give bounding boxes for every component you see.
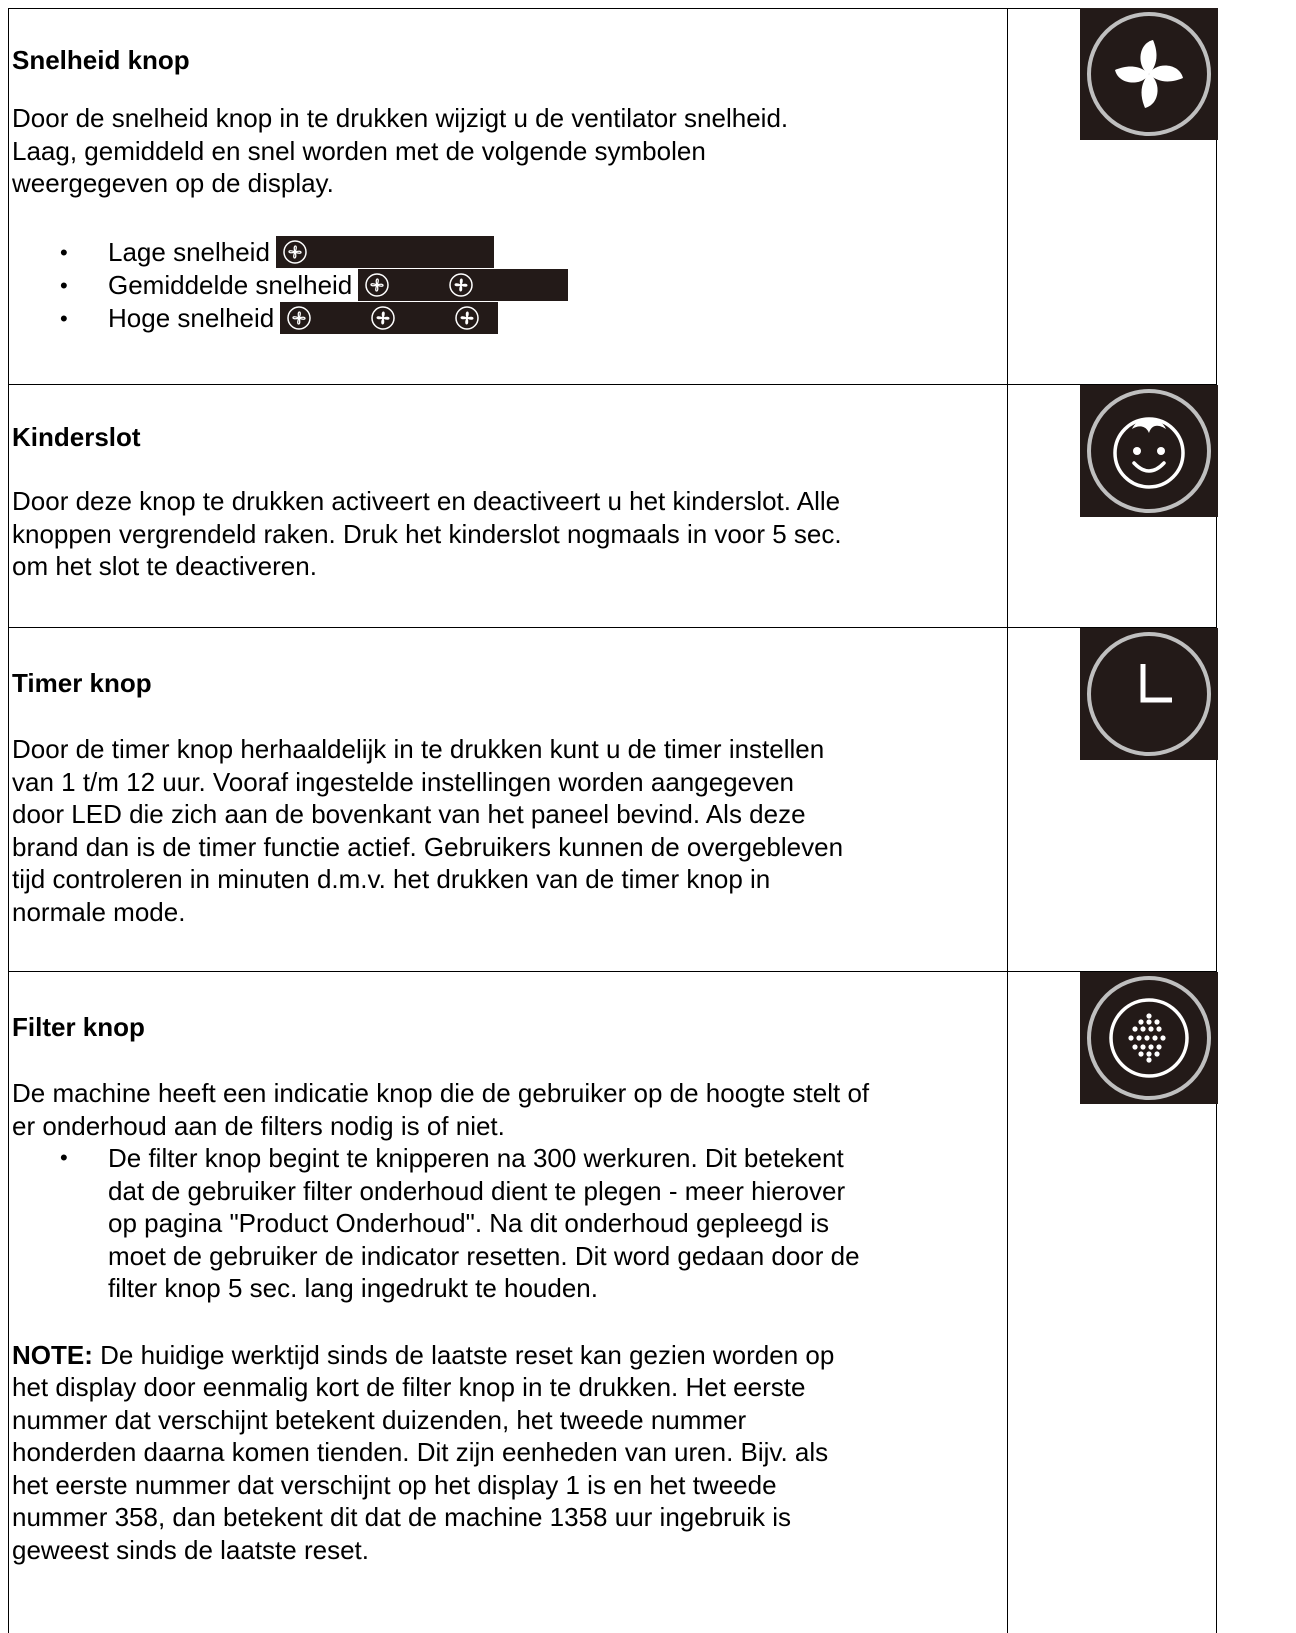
text-line: nummer dat verschijnt betekent duizenden, het tweede nummer (12, 1404, 747, 1435)
filter-bullet (12, 1142, 997, 1305)
text-line: op pagina "Product Onderhoud". Na dit onderhoud gepleegd is (108, 1208, 829, 1238)
section-filter (12, 1011, 997, 1566)
text-line: dat de gebruiker filter onderhoud dient te plegen - meer hierover (108, 1175, 846, 1206)
text-line: De filter knop begint te knipperen na 300 werkuren. Dit betekent (108, 1143, 844, 1173)
list-item (12, 269, 997, 302)
text-line: moet de gebruiker de indicator resetten. Dit word gedaan door de (108, 1240, 860, 1271)
section-title: Timer knop (12, 668, 152, 698)
text-line: Laag, gemiddeld en snel worden met de volgende symbolen (12, 135, 706, 166)
fan-icon (454, 305, 480, 331)
fan-icon (364, 272, 390, 298)
speed-indicator-low (276, 236, 494, 268)
speed-label: • Gemiddelde snelheid (108, 269, 353, 300)
fan-icon (448, 272, 474, 298)
child-face-icon (1080, 385, 1218, 517)
text-line: Door deze knop te drukken activeert en deactiveert u het kinderslot. Alle (12, 486, 841, 516)
bullet-icon: • (60, 1145, 68, 1170)
text-line: De machine heeft een indicatie knop die de gebruiker op de hoogte stelt of (12, 1078, 870, 1108)
text-line: Door de snelheid knop in te drukken wijzigt u de ventilator snelheid. (12, 103, 789, 133)
section-timer (12, 667, 997, 928)
text-line: het eerste nummer dat verschijnt op het display 1 is en het tweede (12, 1469, 777, 1500)
speed-label: • Lage snelheid (108, 236, 270, 267)
fan-icon (1080, 8, 1218, 140)
text-line: filter knop 5 sec. lang ingedrukt te houden. (108, 1273, 598, 1303)
section-title: Filter knop (12, 1012, 145, 1042)
speed-indicator-medium (358, 269, 568, 301)
list-item (12, 302, 997, 335)
speed-indicator-high (280, 302, 498, 334)
row-divider (8, 384, 1217, 385)
filter-dots-icon (1080, 972, 1218, 1104)
text-line: knoppen vergrendeld raken. Druk het kinderslot nogmaals in voor 5 sec. (12, 518, 842, 549)
row-divider (8, 627, 1217, 628)
text-line: weergegeven op de display. (12, 168, 334, 198)
text-line: Door de timer knop herhaaldelijk in te drukken kunt u de timer instellen (12, 734, 825, 764)
text-line: om het slot te deactiveren. (12, 551, 317, 581)
clock-icon (1080, 628, 1218, 760)
text-line: geweest sinds de laatste reset. (12, 1534, 369, 1565)
text-line: van 1 t/m 12 uur. Vooraf ingestelde instellingen worden aangegeven (12, 766, 794, 797)
column-divider (1007, 8, 1008, 1633)
section-speed (12, 44, 997, 335)
text-line: door LED die zich aan de bovenkant van het paneel bevind. Als deze (12, 799, 806, 829)
text-line: er onderhoud aan de filters nodig is of niet. (12, 1110, 505, 1141)
fan-icon (286, 305, 312, 331)
section-title: Snelheid knop (12, 45, 190, 75)
text-line: nummer 358, dan betekent dit dat de machine 1358 uur ingebruik is (12, 1502, 792, 1532)
fan-icon (282, 239, 308, 265)
text-line: normale mode. (12, 896, 186, 927)
list-item (12, 236, 997, 269)
text-line: tijd controleren in minuten d.m.v. het drukken van de timer knop in (12, 864, 771, 894)
note-text: De huidige werktijd sinds de laatste reset kan gezien worden op (92, 1339, 835, 1370)
row-divider (8, 971, 1217, 972)
text-line: brand dan is de timer functie actief. Gebruikers kunnen de overgebleven (12, 831, 844, 862)
section-child-lock (12, 421, 997, 583)
note-line (12, 1339, 997, 1372)
fan-icon (370, 305, 396, 331)
speed-label: • Hoge snelheid (108, 302, 275, 333)
text-line: het display door eenmalig kort de filter knop in te drukken. Het eerste (12, 1372, 806, 1402)
text-line: honderden daarna komen tienden. Dit zijn eenheden van uren. Bijv. als (12, 1437, 829, 1467)
speed-list (12, 236, 997, 335)
note-label: NOTE: (12, 1339, 93, 1370)
section-title: Kinderslot (12, 422, 141, 452)
